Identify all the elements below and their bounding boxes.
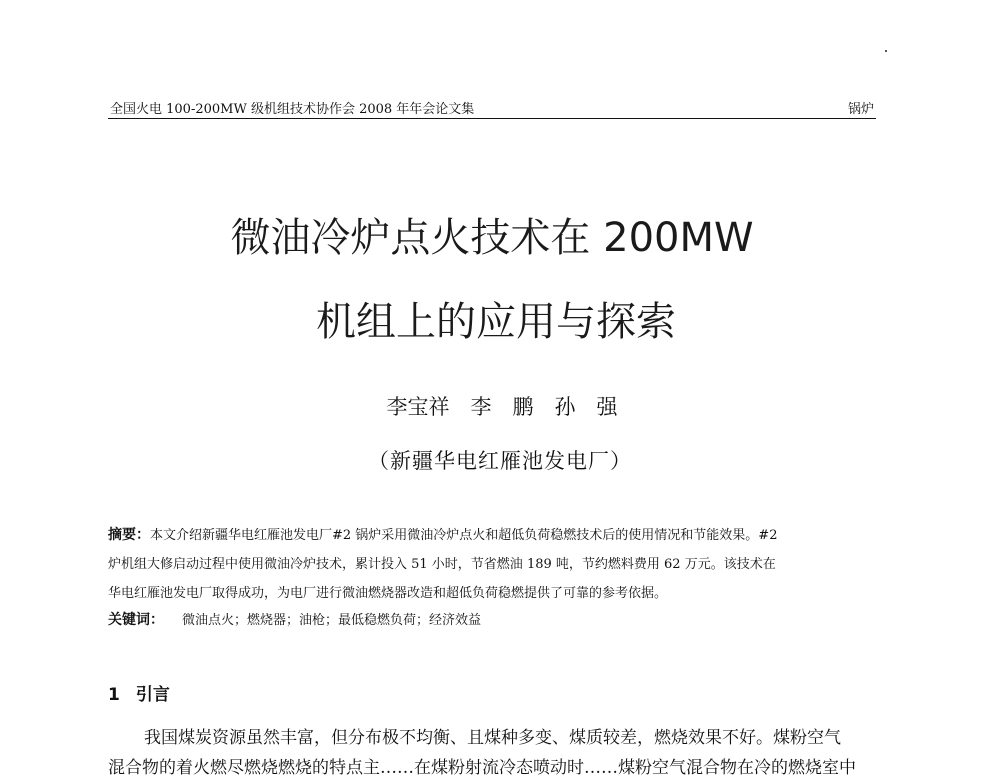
abstract-line-1 [108,521,880,550]
body-line-1: 我国煤炭资源虽然丰富，但分布极不均衡、且煤种多变、煤质较差，燃烧效果不好。煤粉空气 [144,728,841,748]
paper-title-line-2: 机组上的应用与探索 [316,299,676,345]
keywords [108,609,880,629]
abstract [108,521,880,608]
author-list: 李宝祥 李 鹏 孙 强 [386,395,618,419]
abstract-line-3: 华电红雁池发电厂取得成功，为电厂进行微油燃烧器改造和超低负荷稳燃提供了可靠的参考依据。 [108,586,668,601]
scan-mark [885,50,887,52]
paper-title-line-1: 微油冷炉点火技术在 200MW [230,215,754,261]
abstract-line-2: 炉机组大修启动过程中使用微油冷炉技术，累计投入 51 小时，节省燃油 189 吨，节约燃料费用 62 万元。该技术在 [108,557,776,572]
proceedings-title: 全国火电 100-200MW 级机组技术协作会 2008 年年会论文集 [110,102,475,117]
body-line-2: 混合物的着火燃尽燃烧燃烧的特点主……在煤粉射流冷态喷动时……煤粉空气混合物在冷的燃烧室中 [108,758,856,778]
section-heading-introduction [108,680,170,705]
body-paragraph [108,723,880,783]
section-category: 锅炉 [847,102,874,117]
keywords-label: 关键词： [108,612,164,628]
running-header [108,96,876,119]
section-number: 1 [108,685,120,705]
author-affiliation: （新疆华电红雁池发电厂） [368,449,632,473]
abstract-text-1: 本文介绍新疆华电红雁池发电厂#2 锅炉采用微油冷炉点火和超低负荷稳燃技术后的使用情况和节能效果。#2 [150,528,778,543]
keywords-text: 微油点火；燃烧器；油枪；最低稳燃负荷；经济效益 [182,613,482,628]
abstract-label: 摘要： [108,527,150,543]
section-title: 引言 [135,685,170,705]
